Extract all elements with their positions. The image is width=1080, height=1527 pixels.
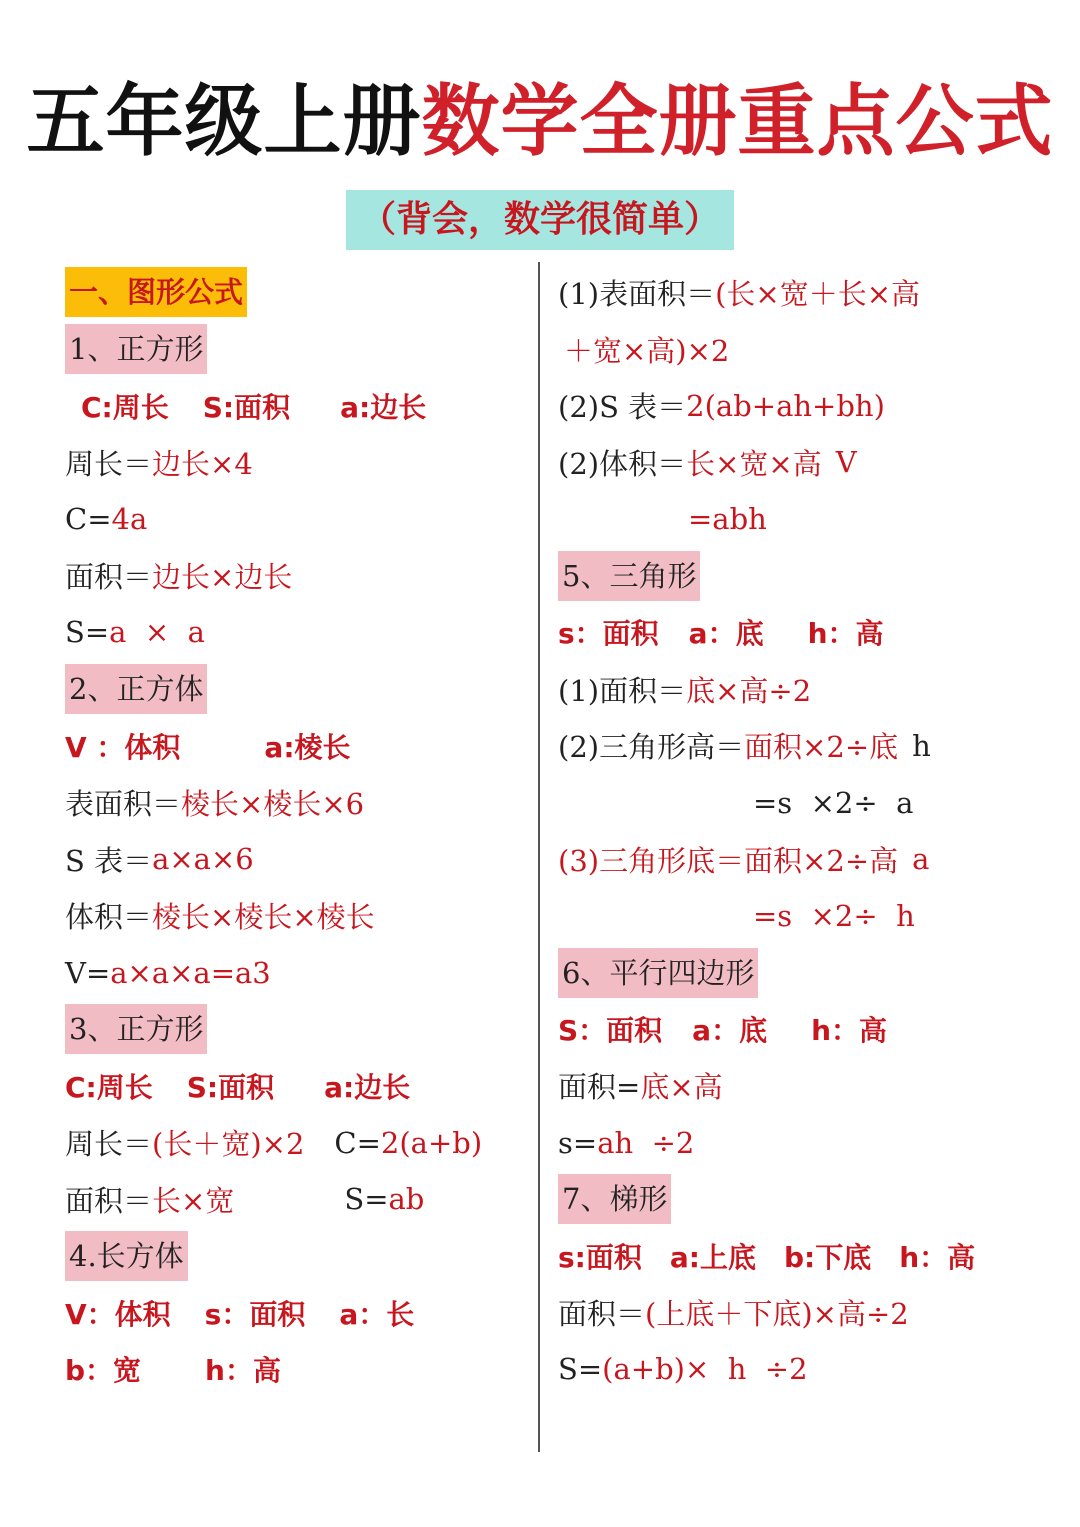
formula-key: S= <box>65 615 110 650</box>
formula-row <box>558 264 1058 321</box>
title-grade: 五年级上册 <box>26 77 422 167</box>
formula-continuation <box>558 491 1058 548</box>
formula-value: =s ×2÷ a <box>753 785 914 820</box>
formula-key: 周长＝ <box>65 1127 153 1162</box>
formula-key: (1)面积＝ <box>558 673 687 708</box>
subtitle-container <box>0 190 1080 250</box>
formula-value: 底×高 <box>640 1070 723 1105</box>
cube-labels <box>65 718 530 775</box>
title-topic: 数学全册重点公式 <box>421 77 1054 167</box>
label: h：高 <box>811 1014 888 1048</box>
label: a：长 <box>339 1297 415 1331</box>
formula-value: 长×宽×高 <box>686 446 822 481</box>
triangle-heading: 5、三角形 <box>558 551 700 601</box>
subtitle-banner: （背会，数学很简单） <box>346 190 734 250</box>
formula-value: 面积×2÷高 <box>744 843 899 878</box>
formula-value: =abh <box>688 502 767 537</box>
formula-value: 2(ab+ah+bh) <box>686 388 885 423</box>
cuboid-heading-row <box>65 1228 530 1285</box>
formula-key: (2)三角形高＝ <box>558 730 745 765</box>
label: s：面积 <box>558 617 659 651</box>
formula-value: a <box>912 842 930 877</box>
formula-value: 4a <box>111 502 148 537</box>
label: s：面积 <box>204 1297 306 1331</box>
label: V ：体积 <box>65 730 181 764</box>
formula-value: h <box>912 728 931 763</box>
section-heading: 一、图形公式 <box>65 267 247 317</box>
triangle-labels <box>558 604 1058 661</box>
formula-key: V= <box>65 955 111 990</box>
formula-key: S= <box>558 1352 603 1387</box>
formula-continuation <box>558 321 1058 378</box>
rect-labels <box>65 1058 530 1115</box>
formula-key: C= <box>334 1125 381 1160</box>
formula-row <box>65 491 530 548</box>
formula-row <box>558 434 1058 491</box>
label: a:棱长 <box>264 730 351 764</box>
trapezoid-heading: 7、梯形 <box>558 1174 671 1224</box>
cube-heading-row <box>65 661 530 718</box>
label: a:边长 <box>324 1070 411 1104</box>
formula-value: (a+b)× h ÷2 <box>602 1352 808 1387</box>
formula-continuation <box>558 888 1058 945</box>
label: V：体积 <box>65 1297 171 1331</box>
formula-row <box>558 1058 1058 1115</box>
parallelogram-heading: 6、平行四边形 <box>558 948 758 998</box>
formula-continuation <box>558 774 1058 831</box>
formula-value: =s ×2÷ h <box>753 898 915 933</box>
label: s:面积 <box>558 1241 642 1275</box>
square-labels <box>65 377 530 434</box>
column-divider <box>538 262 540 1452</box>
formula-value: 棱长×棱长×棱长 <box>152 900 375 935</box>
label: h：高 <box>205 1354 281 1388</box>
parallelogram-labels <box>558 1001 1058 1058</box>
right-column <box>558 264 1058 1398</box>
parallelogram-heading-row <box>558 944 1058 1001</box>
square-heading: 1、正方形 <box>65 324 207 374</box>
section-heading-row <box>65 264 530 321</box>
formula-row <box>558 1341 1058 1398</box>
label: S:面积 <box>186 1070 275 1104</box>
cuboid-heading: 4.长方体 <box>65 1231 188 1281</box>
label: a：底 <box>688 617 764 651</box>
formula-row <box>65 1171 530 1228</box>
cuboid-labels <box>65 1341 530 1398</box>
formula-row <box>65 547 530 604</box>
formula-row <box>65 1114 530 1171</box>
formula-key: S 表＝ <box>65 843 153 878</box>
formula-row <box>65 888 530 945</box>
rect-heading-row <box>65 1001 530 1058</box>
formula-row <box>65 774 530 831</box>
label: a:上底 <box>669 1241 756 1275</box>
formula-value: 边长×4 <box>152 446 253 481</box>
formula-key: (1)表面积＝ <box>558 276 716 311</box>
formula-row <box>558 831 1058 888</box>
formula-value: a×a×6 <box>152 842 254 877</box>
label: C:周长 <box>81 390 169 424</box>
formula-value: 长×宽 <box>152 1183 235 1218</box>
page-title <box>0 72 1080 172</box>
triangle-heading-row <box>558 547 1058 604</box>
formula-key: 体积＝ <box>65 900 153 935</box>
label: a:边长 <box>340 390 427 424</box>
formula-value: (长×宽＋长×高 <box>715 276 921 311</box>
formula-key: s= <box>558 1125 598 1160</box>
label: C:周长 <box>65 1070 153 1104</box>
formula-value: 边长×边长 <box>152 560 293 595</box>
formula-value: (长＋宽)×2 <box>152 1127 305 1162</box>
formula-row <box>558 1114 1058 1171</box>
formula-row <box>65 604 530 661</box>
formula-row <box>558 377 1058 434</box>
label: h：高 <box>899 1241 976 1275</box>
label: S:面积 <box>202 390 291 424</box>
formula-row <box>65 944 530 1001</box>
trapezoid-labels <box>558 1228 1058 1285</box>
formula-row <box>65 831 530 888</box>
label: b：宽 <box>65 1354 142 1388</box>
left-column <box>65 264 530 1398</box>
cuboid-labels <box>65 1284 530 1341</box>
label: a：底 <box>692 1014 768 1048</box>
formula-value: 2(a+b) <box>380 1125 483 1160</box>
formula-key: 面积＝ <box>65 560 153 595</box>
trapezoid-heading-row <box>558 1171 1058 1228</box>
formula-value: ah ÷2 <box>597 1125 695 1160</box>
formula-key: 面积= <box>558 1070 641 1105</box>
label: b:下底 <box>783 1241 872 1275</box>
formula-key: (3)三角形底＝ <box>558 843 745 878</box>
formula-key: C= <box>65 502 112 537</box>
formula-key: 表面积＝ <box>65 787 182 822</box>
rect-heading: 3、正方形 <box>65 1004 207 1054</box>
formula-value: a × a <box>109 615 205 650</box>
formula-key: S= <box>344 1182 389 1217</box>
formula-key: 面积＝ <box>65 1183 153 1218</box>
formula-value: V <box>835 445 857 480</box>
formula-row <box>558 661 1058 718</box>
formula-value: 棱长×棱长×6 <box>181 787 365 822</box>
formula-value: 底×高÷2 <box>686 673 812 708</box>
label: S：面积 <box>558 1014 663 1048</box>
label: h：高 <box>807 617 884 651</box>
cube-heading: 2、正方体 <box>65 664 207 714</box>
formula-value: 面积×2÷底 <box>744 730 899 765</box>
square-heading-row <box>65 321 530 378</box>
formula-key: 周长＝ <box>65 446 153 481</box>
formula-key: (2)体积＝ <box>558 446 687 481</box>
formula-key: 面积＝ <box>558 1297 646 1332</box>
formula-value: ab <box>388 1182 425 1217</box>
formula-row <box>558 718 1058 775</box>
formula-row <box>65 434 530 491</box>
formula-row <box>558 1284 1058 1341</box>
formula-value: a×a×a=a3 <box>110 955 271 990</box>
formula-value: ＋宽×高)×2 <box>564 333 730 368</box>
formula-key: (2)S 表＝ <box>558 390 687 425</box>
formula-value: (上底＋下底)×高÷2 <box>645 1297 909 1332</box>
